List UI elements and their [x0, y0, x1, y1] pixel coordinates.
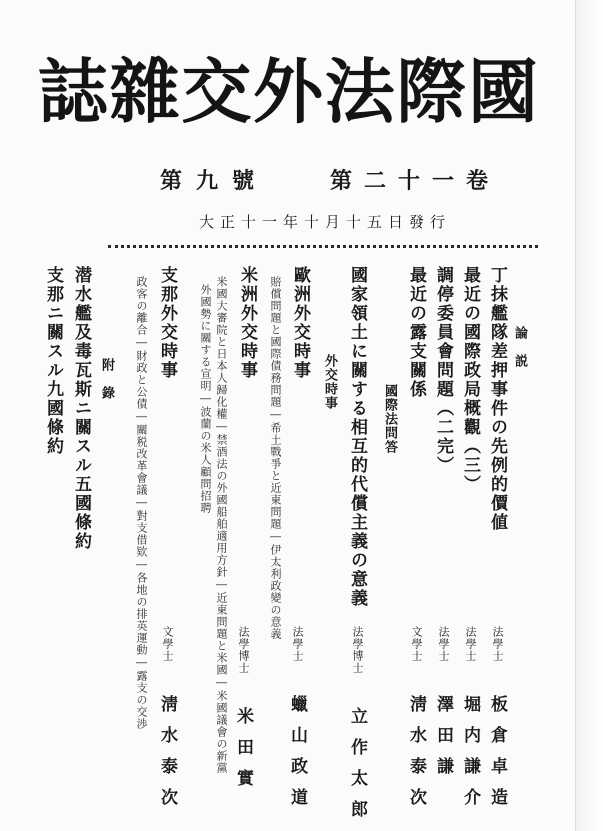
dotted-divider — [108, 245, 538, 248]
masthead-char: 誌 — [38, 51, 108, 133]
journal-masthead — [38, 50, 538, 134]
article-author — [431, 626, 456, 788]
article-author — [345, 626, 370, 831]
masthead-char: 外 — [252, 51, 323, 133]
appendix-item: 支那ニ關スル九國條約 — [43, 266, 63, 456]
masthead-char: 法 — [324, 51, 395, 133]
author-degree: 文學士 — [161, 626, 174, 662]
appendix-item: 潜水艦及毒瓦斯ニ關スル五國條約 — [71, 266, 91, 551]
article-title: 丁抹艦隊差押事件の先例的價値 — [487, 266, 507, 532]
author-name: 淸水泰次 — [406, 695, 426, 819]
issue-volume: 第二十一卷 — [329, 169, 500, 194]
author-degree: 法學士 — [491, 626, 504, 662]
issue-number: 第九號 — [160, 169, 269, 194]
author-name: 板倉卓造 — [487, 695, 507, 819]
author-degree: 法學博士 — [237, 626, 250, 674]
section-heading-europe: 歐洲外交時事 — [290, 266, 310, 380]
america-details-2: 外國勢に關する宣明―波蘭の米人顧問招聘 — [199, 284, 212, 514]
author-degree: 法學士 — [291, 626, 304, 662]
europe-details: 賠償問題と國際債務問題―希土戰爭と近東問題―伊太利政變の意義 — [269, 276, 282, 640]
author-degree: 法學博士 — [351, 626, 364, 674]
article-title: 最近の國際政局概觀（三） — [460, 266, 480, 494]
article-author — [458, 626, 483, 819]
author-name: 澤田謙 — [433, 695, 453, 788]
author-name: 米田實 — [233, 707, 253, 800]
author-name: 堀内謙介 — [460, 695, 480, 819]
section-heading-gaiko: 外交時事 — [322, 354, 337, 410]
author-degree: 法學士 — [437, 626, 450, 662]
article-author — [155, 626, 180, 819]
page-edge — [575, 0, 603, 831]
article-title: 國家領土に關する相互的代償主義の意義 — [347, 266, 367, 608]
section-heading-kokusaiho: 國際法問答 — [382, 384, 397, 454]
china-details: 政客の離合―財政と公債―關税改革會議―對支借欵―各地の排英運動―露支の交渉 — [135, 276, 148, 730]
publication-date: 大正十一年十月十五日發行 — [198, 213, 451, 231]
issue-line — [160, 168, 500, 196]
section-heading-china: 支那外交時事 — [157, 266, 177, 380]
table-of-contents — [43, 266, 527, 831]
author-degree: 法學士 — [464, 626, 477, 662]
author-name: 蠟山政道 — [287, 695, 307, 819]
section-heading-ronsetsu: 論 説 — [512, 326, 527, 368]
section-heading-america: 米洲外交時事 — [237, 266, 257, 380]
article-title: 最近の露支關係 — [406, 266, 426, 399]
section-heading-appendix: 附 錄 — [99, 358, 114, 400]
author-degree: 文學士 — [410, 626, 423, 662]
article-author — [485, 626, 510, 819]
america-details-1: 米國大審院と日本人歸化權―禁酒法の外國船舶適用方針―近東問題と米國―米國議會の新黨 — [215, 276, 228, 774]
masthead-char: 交 — [181, 51, 252, 133]
author-name: 立作太郎 — [347, 707, 367, 831]
article-author — [231, 626, 256, 800]
masthead-char: 際 — [396, 51, 467, 133]
masthead-char: 國 — [467, 51, 538, 133]
author-name: 淸水泰次 — [157, 695, 177, 819]
article-title: 調停委員會問題（二完） — [433, 266, 453, 475]
masthead-char: 雜 — [109, 51, 180, 133]
article-author — [285, 626, 310, 819]
article-author — [404, 626, 429, 819]
